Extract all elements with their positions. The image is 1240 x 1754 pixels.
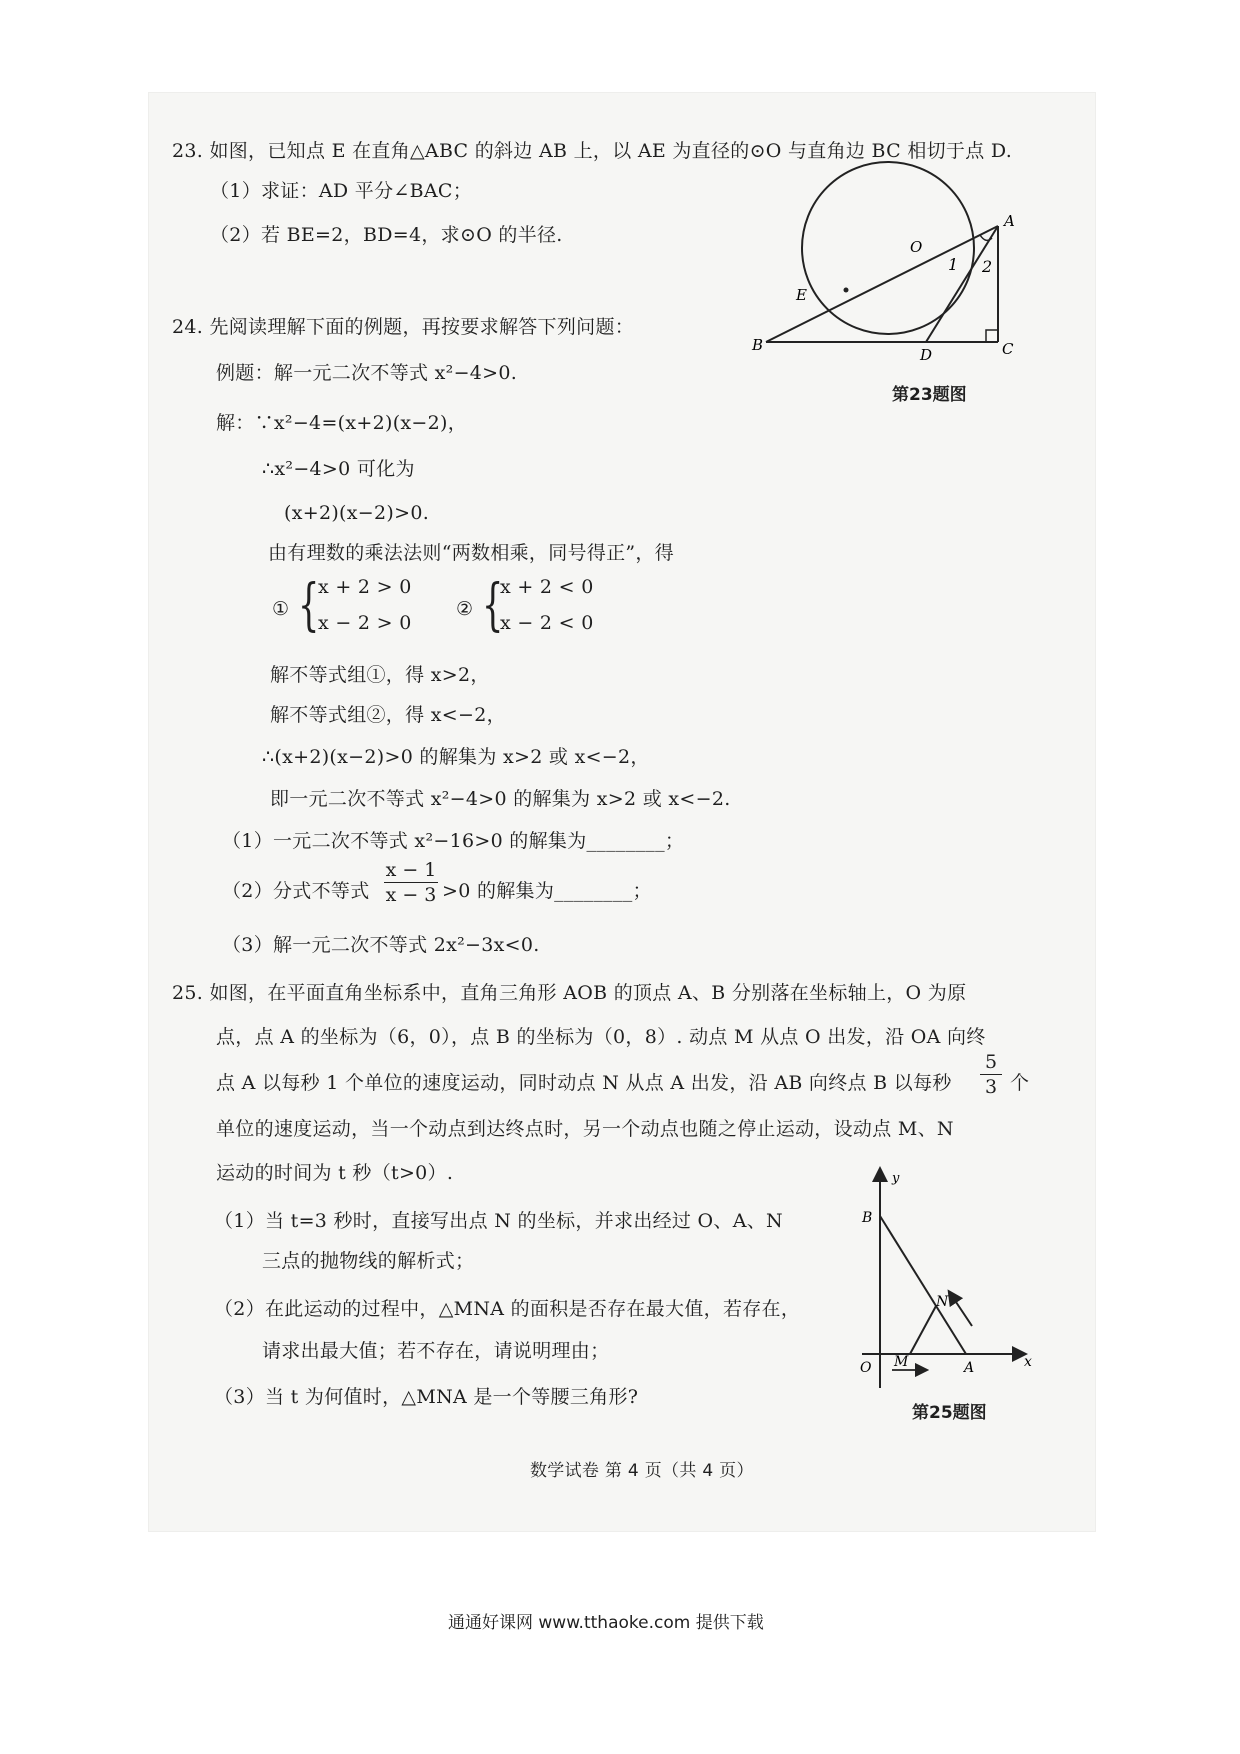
q24-part1: （1）一元二次不等式 x²−16>0 的解集为________；	[222, 830, 685, 852]
q23-right-angle	[986, 330, 998, 342]
q25-figure	[852, 1164, 1038, 1396]
q25-stem1: 25. 如图，在平面直角坐标系中，直角三角形 AOB 的顶点 A、B 分别落在坐标轴上，O 为原	[172, 982, 967, 1004]
q25-stem4: 单位的速度运动，当一个动点到达终点时，另一个动点也随之停止运动，设动点 M、N	[216, 1118, 954, 1140]
q24-sol6: 解不等式组②，得 x<−2，	[270, 704, 506, 726]
q25-speed-denominator: 3	[984, 1076, 998, 1098]
q23-center-dot	[844, 288, 849, 293]
q25-label-B: B	[862, 1210, 873, 1226]
q24-part2-post: >0 的解集为________；	[442, 880, 652, 902]
q24-sys2-brace: {	[482, 573, 504, 638]
q24-part2-denominator: x − 3	[385, 884, 437, 906]
q23-label-E: E	[796, 286, 807, 304]
q23-label-B: B	[752, 336, 764, 354]
q24-sol8: 即一元二次不等式 x²−4>0 的解集为 x>2 或 x<−2.	[270, 788, 731, 810]
q24-example: 例题：解一元二次不等式 x²−4>0.	[216, 362, 518, 384]
q25-line-MN	[910, 1306, 936, 1354]
q25-label-M: M	[894, 1354, 909, 1370]
q24-sol1: 解：∵x²−4=(x+2)(x−2)，	[216, 412, 468, 434]
q24-sys2-a: x + 2 < 0	[500, 576, 594, 598]
q25-line-AB	[880, 1216, 966, 1354]
q23-stem: 23. 如图，已知点 E 在直角△ABC 的斜边 AB 上，以 AE 为直径的⊙O 与直角边 BC 相切于点 D.	[172, 140, 1013, 162]
q24-sol4: 由有理数的乘法法则“两数相乘，同号得正”，得	[268, 542, 675, 564]
q25-caption: 第25题图	[912, 1403, 987, 1423]
q23-figure	[752, 160, 1020, 364]
q25-label-y: y	[892, 1171, 900, 1186]
q23-circle	[802, 162, 974, 334]
q24-sol7: ∴(x+2)(x−2)>0 的解集为 x>2 或 x<−2，	[262, 746, 650, 768]
q24-sol3: (x+2)(x−2)>0.	[284, 502, 430, 524]
q25-label-A: A	[964, 1360, 975, 1376]
q24-sys1-a: x + 2 > 0	[318, 576, 412, 598]
q25-label-N: N	[936, 1294, 949, 1310]
q23-label-C: C	[1002, 340, 1014, 358]
q23-label-A: A	[1004, 212, 1015, 230]
q24-sys2-label: ②	[456, 598, 474, 620]
q25-label-O: O	[860, 1360, 872, 1376]
q25-label-x: x	[1024, 1354, 1032, 1370]
q25-stem5: 运动的时间为 t 秒（t>0）.	[216, 1162, 454, 1184]
q24-part2-pre: （2）分式不等式	[222, 880, 370, 902]
q23-part2: （2）若 BE=2，BD=4，求⊙O 的半径.	[210, 224, 563, 246]
q23-label-O: O	[910, 238, 923, 256]
q23-label-angle2: 2	[982, 257, 993, 276]
q25-stem3-pre: 点 A 以每秒 1 个单位的速度运动，同时动点 N 从点 A 出发，沿 AB 向终点 B 以每秒	[216, 1072, 952, 1094]
q24-sol2: ∴x²−4>0 可化为	[262, 458, 415, 480]
q24-sys2-b: x − 2 < 0	[500, 612, 594, 634]
q25-part3: （3）当 t 为何值时，△MNA 是一个等腰三角形?	[214, 1386, 639, 1408]
q24-sol5: 解不等式组①，得 x>2，	[270, 664, 490, 686]
q25-speed-numerator: 5	[984, 1051, 998, 1073]
q24-stem: 24. 先阅读理解下面的例题，再按要求解答下列问题：	[172, 316, 635, 338]
q25-arrow-N	[952, 1296, 972, 1326]
q23-part1: （1）求证：AD 平分∠BAC；	[210, 180, 473, 202]
q23-line-BA	[766, 226, 998, 342]
q23-caption: 第23题图	[892, 385, 967, 405]
q25-stem3-post: 个	[1010, 1072, 1030, 1094]
q24-part2-fraction	[384, 858, 438, 907]
q24-part2-numerator: x − 1	[385, 859, 437, 881]
q24-sys1-brace: {	[298, 573, 320, 638]
q25-part2b: 请求出最大值；若不存在，请说明理由；	[262, 1340, 610, 1362]
q25-stem2: 点，点 A 的坐标为（6，0），点 B 的坐标为（0，8）. 动点 M 从点 O 出发，沿 OA 向终	[216, 1026, 986, 1048]
q25-speed-fraction	[980, 1050, 1002, 1099]
q25-part2a: （2）在此运动的过程中，△MNA 的面积是否存在最大值，若存在，	[214, 1298, 801, 1320]
q25-part1b: 三点的抛物线的解析式；	[262, 1250, 475, 1272]
q24-part3: （3）解一元二次不等式 2x²−3x<0.	[222, 934, 540, 956]
watermark: 通通好课网 www.tthaoke.com 提供下载	[448, 1613, 764, 1633]
q23-label-D: D	[920, 346, 933, 364]
q24-sys1-label: ①	[272, 598, 290, 620]
q23-label-angle1: 1	[948, 255, 959, 274]
page-footer: 数学试卷 第 4 页（共 4 页）	[530, 1461, 754, 1481]
q25-part1a: （1）当 t=3 秒时，直接写出点 N 的坐标，并求出经过 O、A、N	[214, 1210, 783, 1232]
q24-sys1-b: x − 2 > 0	[318, 612, 412, 634]
